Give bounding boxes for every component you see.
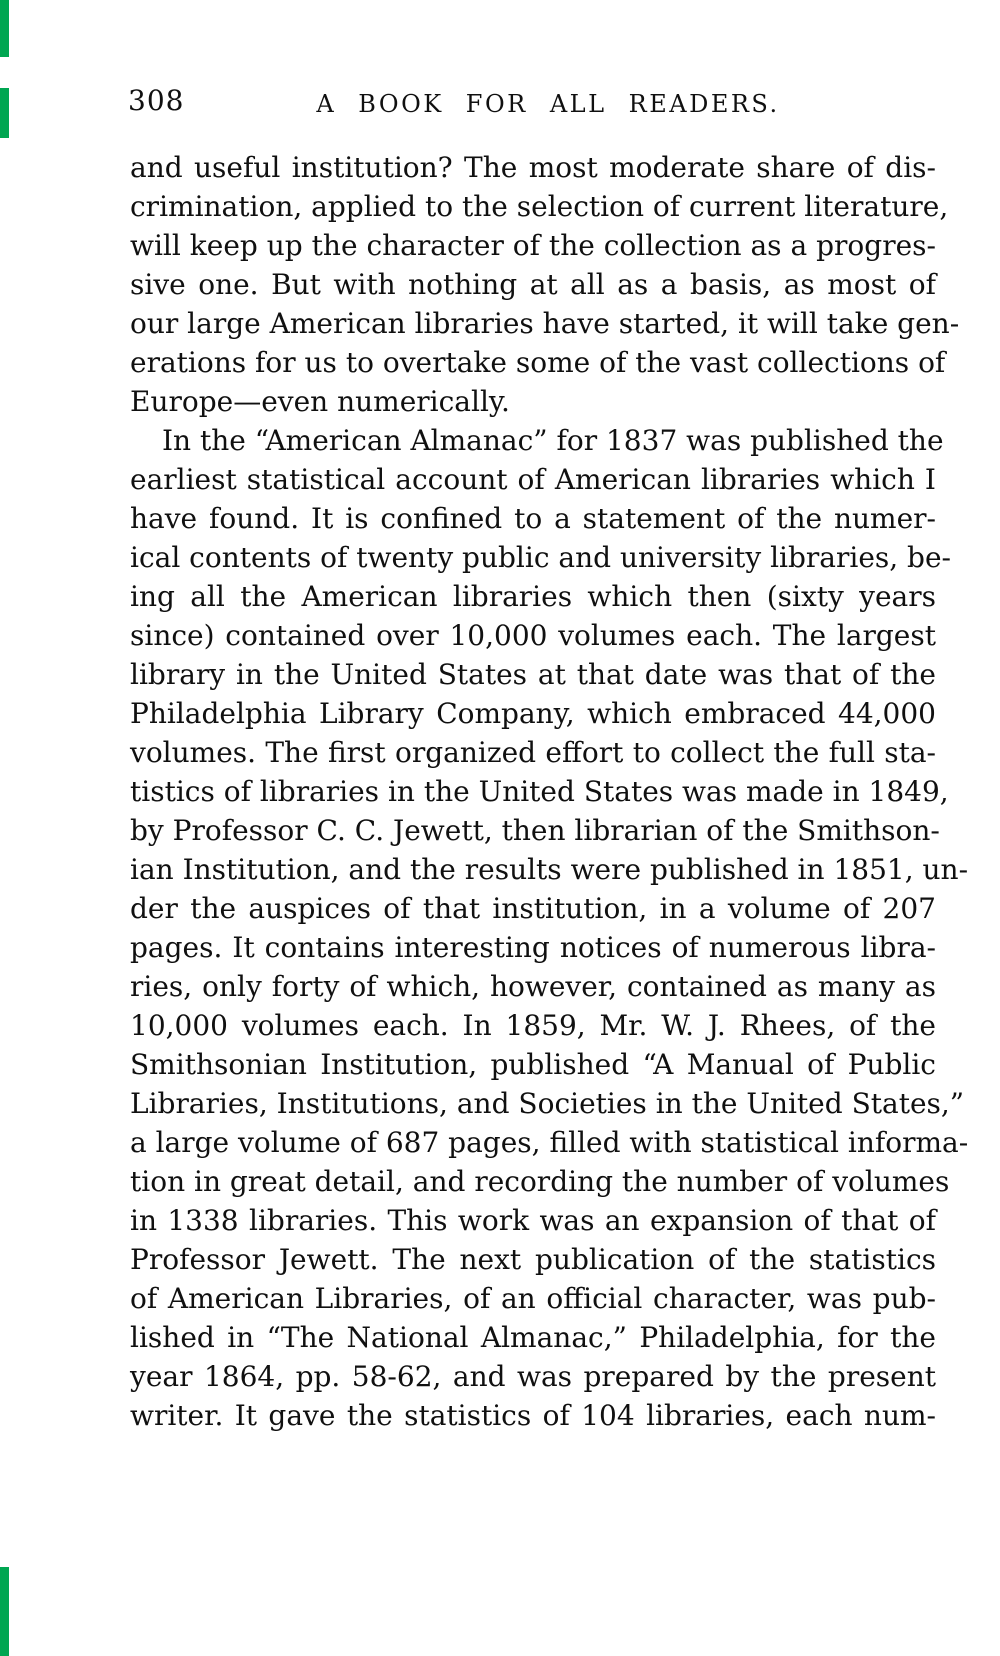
text-line: have found. It is confined to a statement of the numer- [130, 502, 936, 535]
text-line: by Professor C. C. Jewett, then librarian of the Smithson- [130, 814, 940, 847]
text-line: Libraries, Institutions, and Societies in the United States,” [130, 1087, 965, 1120]
text-line: ries, only forty of which, however, contained as many as [130, 970, 936, 1003]
text-line: year 1864, pp. 58-62, and was prepared by the present [130, 1360, 936, 1393]
text-line: ian Institution, and the results were published in 1851, un- [130, 853, 969, 886]
text-line: sive one. But with nothing at all as a basis, as most of [130, 268, 936, 301]
text-line: will keep up the character of the collection as a progres- [130, 229, 936, 262]
scanner-color-strip [0, 1567, 9, 1656]
text-line: our large American libraries have started, it will take gen- [130, 307, 960, 340]
text-line: 10,000 volumes each. In 1859, Mr. W. J. Rhees, of the [130, 1009, 936, 1042]
scanner-color-strip [0, 88, 9, 138]
text-line: Smithsonian Institution, published “A Manual of Public [130, 1048, 936, 1081]
text-line: tistics of libraries in the United States was made in 1849, [130, 775, 949, 808]
text-line: volumes. The first organized effort to collect the full sta- [130, 736, 936, 769]
text-line: a large volume of 687 pages, filled with statistical informa- [130, 1126, 969, 1159]
text-line: of American Libraries, of an official character, was pub- [130, 1282, 936, 1315]
text-line: Philadelphia Library Company, which embraced 44,000 [130, 697, 936, 730]
text-line: Europe—even numerically. [130, 385, 510, 418]
text-line: der the auspices of that institution, in a volume of 207 [130, 892, 936, 925]
text-line: crimination, applied to the selection of current literature, [130, 190, 949, 223]
page-number: 308 [128, 84, 185, 117]
text-line: pages. It contains interesting notices of numerous libra- [130, 931, 936, 964]
text-line: library in the United States at that date was that of the [130, 658, 936, 691]
text-line: ical contents of twenty public and university libraries, be- [130, 541, 952, 574]
text-line: tion in great detail, and recording the number of volumes [130, 1165, 950, 1198]
text-line: and useful institution? The most moderate share of dis- [130, 151, 936, 184]
text-line: earliest statistical account of American libraries which I [130, 463, 936, 496]
text-line: writer. It gave the statistics of 104 libraries, each num- [130, 1399, 936, 1432]
page-text [130, 148, 969, 1435]
text-line: lished in “The National Almanac,” Philadelphia, for the [130, 1321, 936, 1354]
text-line: Professor Jewett. The next publication of the statistics [130, 1243, 936, 1276]
scanner-color-strip [0, 0, 9, 57]
running-header: A BOOK FOR ALL READERS. [316, 90, 780, 118]
text-line: In the “American Almanac” for 1837 was published the [162, 424, 944, 457]
text-line: ing all the American libraries which then (sixty years [130, 580, 936, 613]
text-line: in 1338 libraries. This work was an expansion of that of [130, 1204, 936, 1237]
text-line: since) contained over 10,000 volumes each. The largest [130, 619, 936, 652]
text-line: erations for us to overtake some of the vast collections of [130, 346, 946, 379]
